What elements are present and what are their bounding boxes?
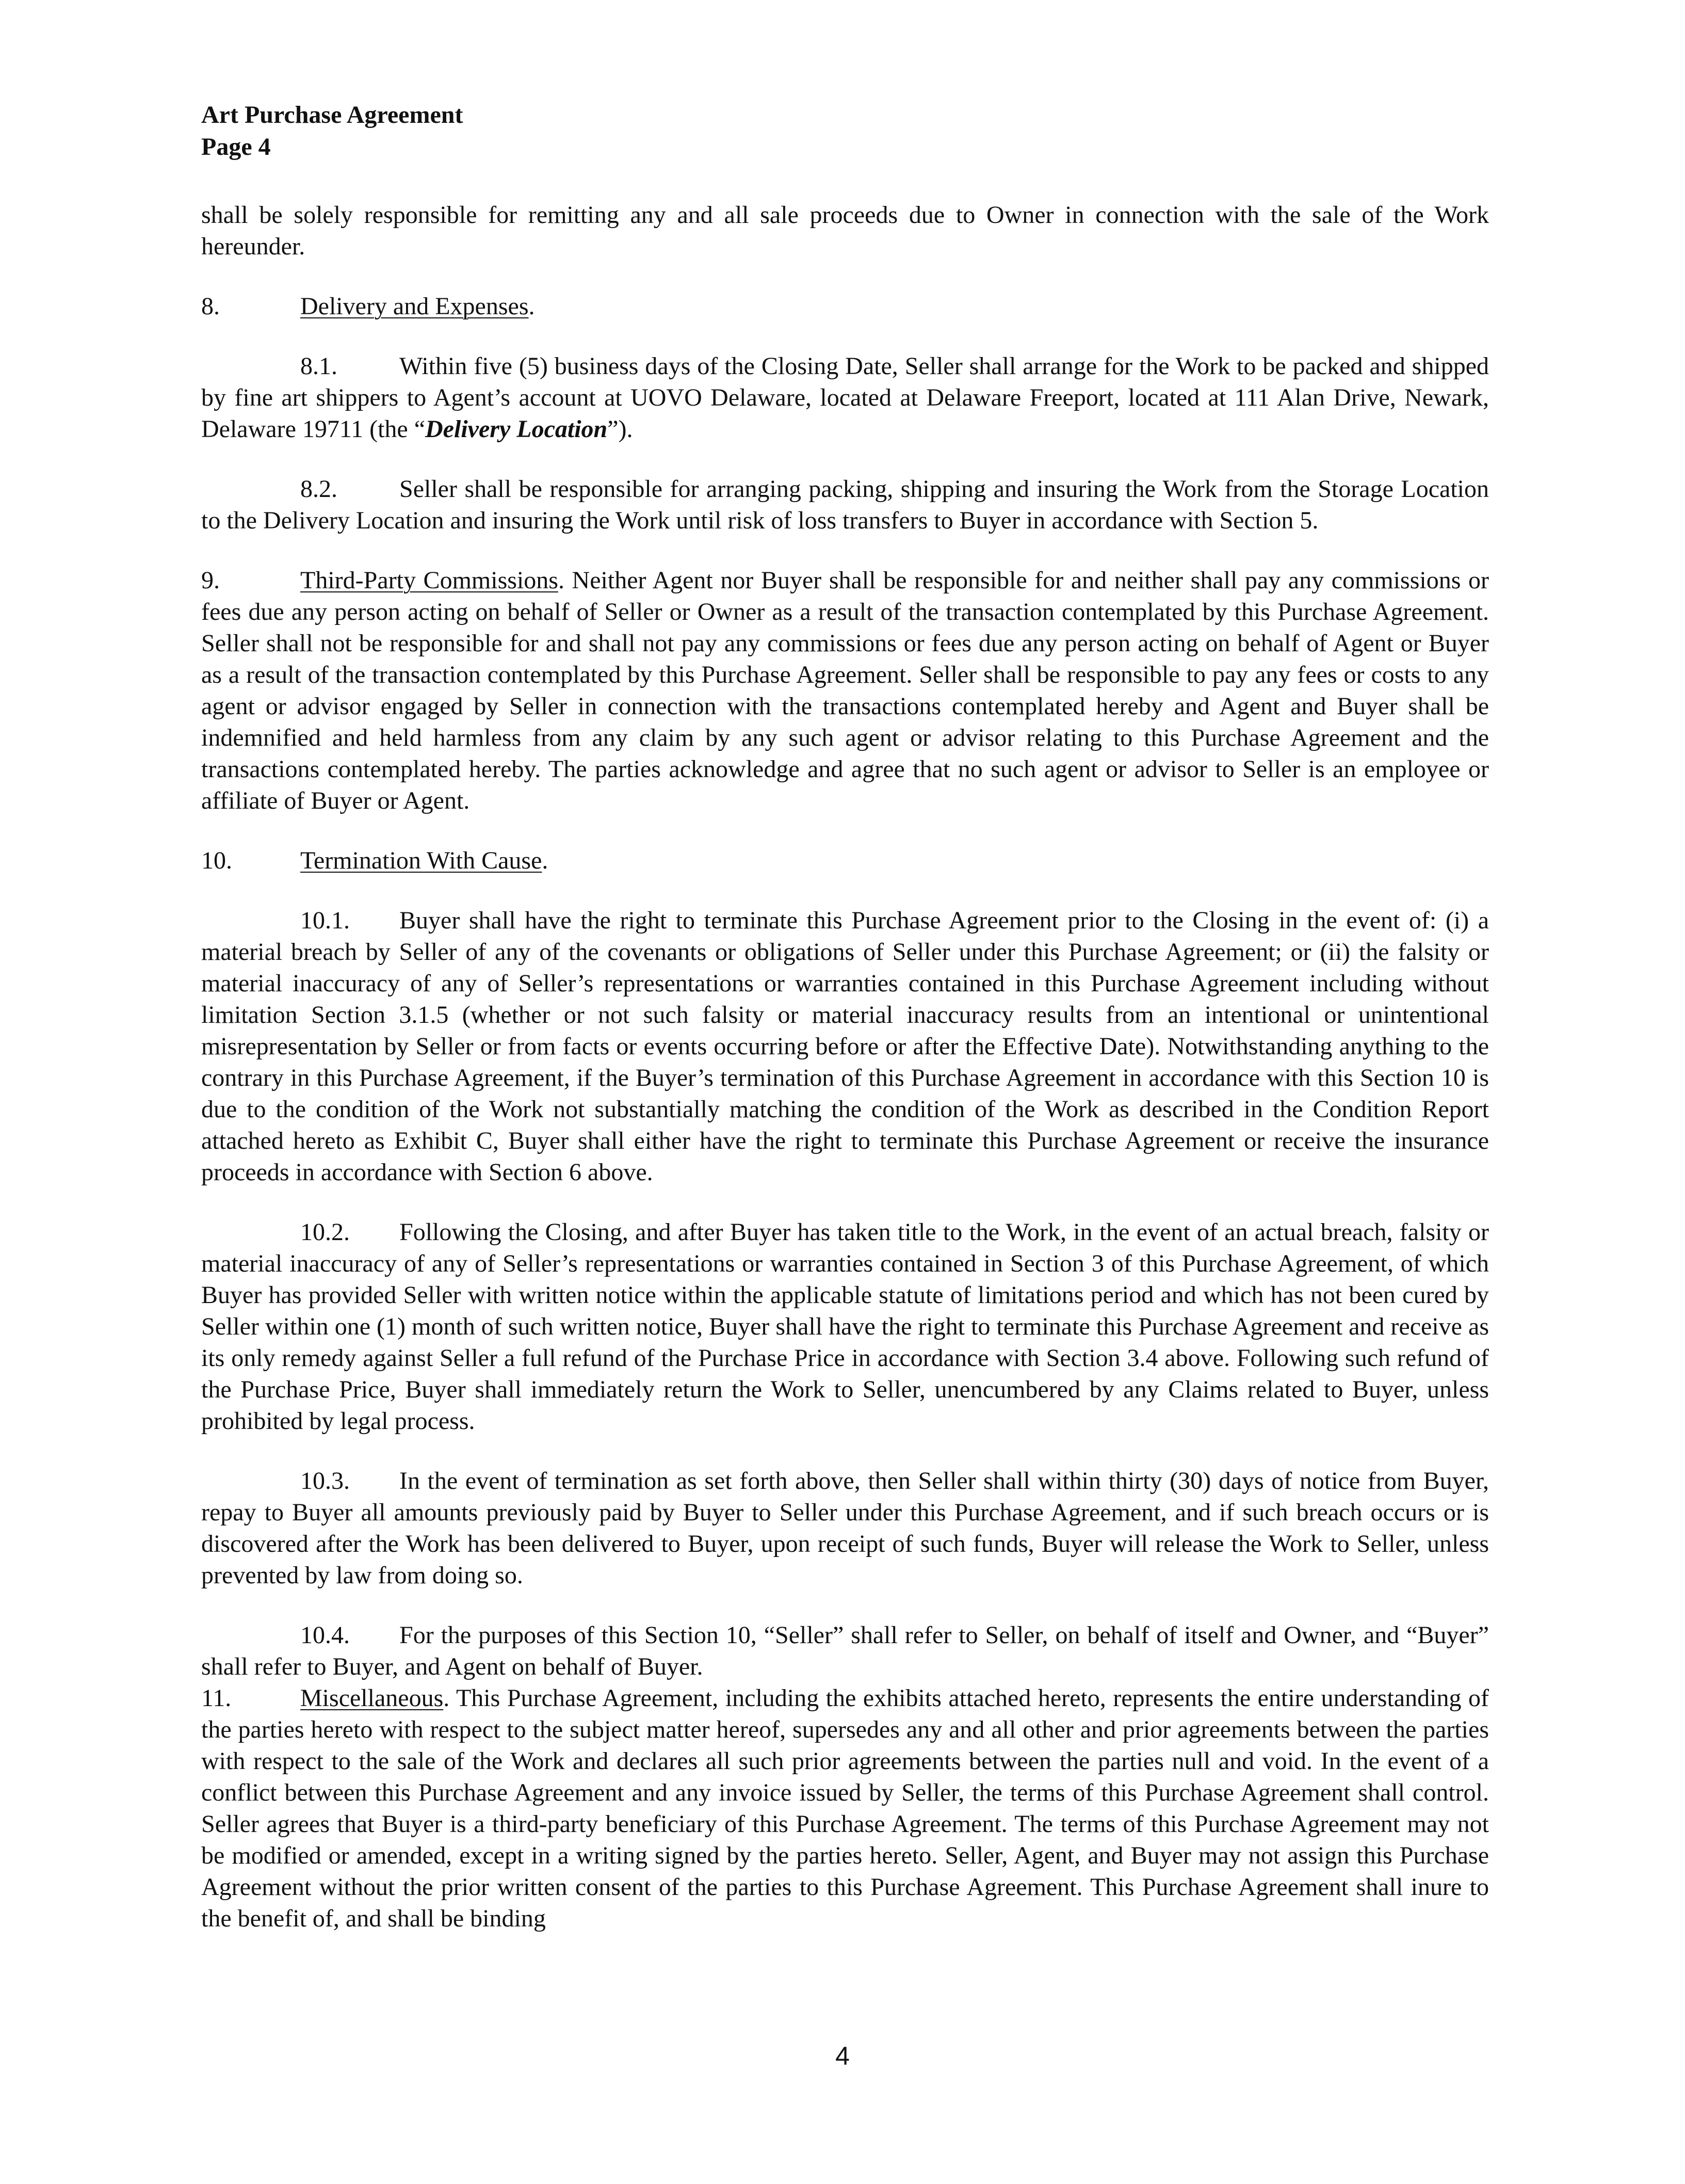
- subsection-text: In the event of termination as set forth above, then Seller shall within thirty (30) days of notice from Buyer, repay to Buyer all amounts previously paid by Buyer to Seller under this Purchase Agreement, and if such breach occurs or is discovered after the Work has been delivered to Buyer, upon receipt of such funds, Buyer will release the Work to Seller, unless prevented by law from doing so.: [201, 1467, 1489, 1589]
- section-heading: Delivery and Expenses: [300, 293, 529, 320]
- section-10-heading: [201, 845, 1489, 876]
- section-8-2: [201, 473, 1489, 536]
- subsection-text: Seller shall be responsible for arranging packing, shipping and insuring the Work from the Storage Location to the Delivery Location and insuring the Work until risk of loss transfers to Buyer in accordance with Section 5.: [201, 475, 1489, 534]
- subsection-text-end: ”).: [607, 415, 633, 443]
- page-label: Page 4: [201, 133, 271, 160]
- subsection-number: 10.1.: [300, 907, 350, 934]
- page-number: 4: [835, 2042, 850, 2070]
- section-10-1: [201, 905, 1489, 1188]
- section-8-heading: [201, 291, 1489, 322]
- subsection-number: 10.4.: [300, 1621, 350, 1649]
- defined-term: Delivery Location: [425, 415, 608, 443]
- subsection-number: 8.1.: [300, 352, 337, 380]
- section-number: 11.: [201, 1684, 232, 1712]
- document-title: Art Purchase Agreement: [201, 101, 463, 129]
- continuation-paragraph: shall be solely responsible for remitting any and all sale proceeds due to Owner in connection with the sale of the Work hereunder.: [201, 201, 1489, 260]
- heading-punctuation: .: [542, 847, 548, 874]
- heading-punctuation: .: [528, 293, 535, 320]
- page-header: [201, 99, 463, 163]
- section-heading: Termination With Cause: [300, 847, 542, 874]
- section-9: [201, 565, 1489, 816]
- section-number: 9.: [201, 567, 220, 594]
- section-10-3: [201, 1465, 1489, 1591]
- subsection-number: 10.2.: [300, 1218, 350, 1246]
- section-10-4: [201, 1619, 1489, 1682]
- section-heading: Third-Party Commissions: [300, 567, 558, 594]
- section-11: [201, 1682, 1489, 1934]
- section-text: . Neither Agent nor Buyer shall be responsible for and neither shall pay any commissions or fees due any person acting on behalf of Seller or Owner as a result of the transaction contemplated by this Purchase Agreement. Seller shall not be responsible for and shall not pay any commissions or fees due any person acting on behalf of Agent or Buyer as a result of the transaction contemplated by this Purchase Agreement. Seller shall be responsible to pay any fees or costs to any agent or advisor engaged by Seller in connection with the transactions contemplated hereby and Agent and Buyer shall be indemnified and held harmless from any claim by any such agent or advisor relating to this Purchase Agreement and the transactions contemplated hereby. The parties acknowledge and agree that no such agent or advisor to Seller is an employee or affiliate of Buyer or Agent.: [201, 567, 1489, 814]
- subsection-text: Following the Closing, and after Buyer has taken title to the Work, in the event of an actual breach, falsity or material inaccuracy of any of Seller’s representations or warranties contained in Section 3 of this Purchase Agreement, of which Buyer has provided Seller with written notice within the applicable statute of limitations period and which has not been cured by Seller within one (1) month of such written notice, Buyer shall have the right to terminate this Purchase Agreement and receive as its only remedy against Seller a full refund of the Purchase Price in accordance with Section 3.4 above. Following such refund of the Purchase Price, Buyer shall immediately return the Work to Seller, unencumbered by any Claims related to Buyer, unless prohibited by legal process.: [201, 1218, 1489, 1435]
- subsection-number: 10.3.: [300, 1467, 350, 1495]
- subsection-text: Buyer shall have the right to terminate this Purchase Agreement prior to the Closing in the event of: (i) a material breach by Seller of any of the covenants or obligations of Seller under this Purchase Agreement; or (ii) the falsity or material inaccuracy of any of Seller’s representations or warranties contained in this Purchase Agreement including without limitation Section 3.1.5 (whether or not such falsity or material inaccuracy results from an intentional or unintentional misrepresentation by Seller or from facts or events occurring before or after the Effective Date). Notwithstanding anything to the contrary in this Purchase Agreement, if the Buyer’s termination of this Purchase Agreement in accordance with this Section 10 is due to the condition of the Work not substantially matching the condition of the Work as described in the Condition Report attached hereto as Exhibit C, Buyer shall either have the right to terminate this Purchase Agreement or receive the insurance proceeds in accordance with Section 6 above.: [201, 907, 1489, 1186]
- section-text: . This Purchase Agreement, including the exhibits attached hereto, represents the entire understanding of the parties hereto with respect to the subject matter hereof, supersedes any and all other and prior agreements between the parties with respect to the sale of the Work and declares all such prior agreements between the parties null and void. In the event of a conflict between this Purchase Agreement and any invoice issued by Seller, the terms of this Purchase Agreement shall control. Seller agrees that Buyer is a third-party beneficiary of this Purchase Agreement. The terms of this Purchase Agreement may not be modified or amended, except in a writing signed by the parties hereto. Seller, Agent, and Buyer may not assign this Purchase Agreement without the prior written consent of the parties to this Purchase Agreement. This Purchase Agreement shall inure to the benefit of, and shall be binding: [201, 1684, 1489, 1932]
- document-body: [201, 199, 1489, 1934]
- subsection-number: 8.2.: [300, 475, 337, 503]
- section-8-1: [201, 350, 1489, 445]
- section-heading: Miscellaneous: [300, 1684, 444, 1712]
- section-10-2: [201, 1216, 1489, 1437]
- subsection-text: For the purposes of this Section 10, “Seller” shall refer to Seller, on behalf of itself and Owner, and “Buyer” shall refer to Buyer, and Agent on behalf of Buyer.: [201, 1621, 1489, 1680]
- section-number: 8.: [201, 293, 220, 320]
- subsection-text: Within five (5) business days of the Closing Date, Seller shall arrange for the Work to be packed and shipped by fine art shippers to Agent’s account at UOVO Delaware, located at Delaware Freeport, located at 111 Alan Drive, Newark, Delaware 19711 (the “: [201, 352, 1489, 443]
- section-number: 10.: [201, 847, 232, 874]
